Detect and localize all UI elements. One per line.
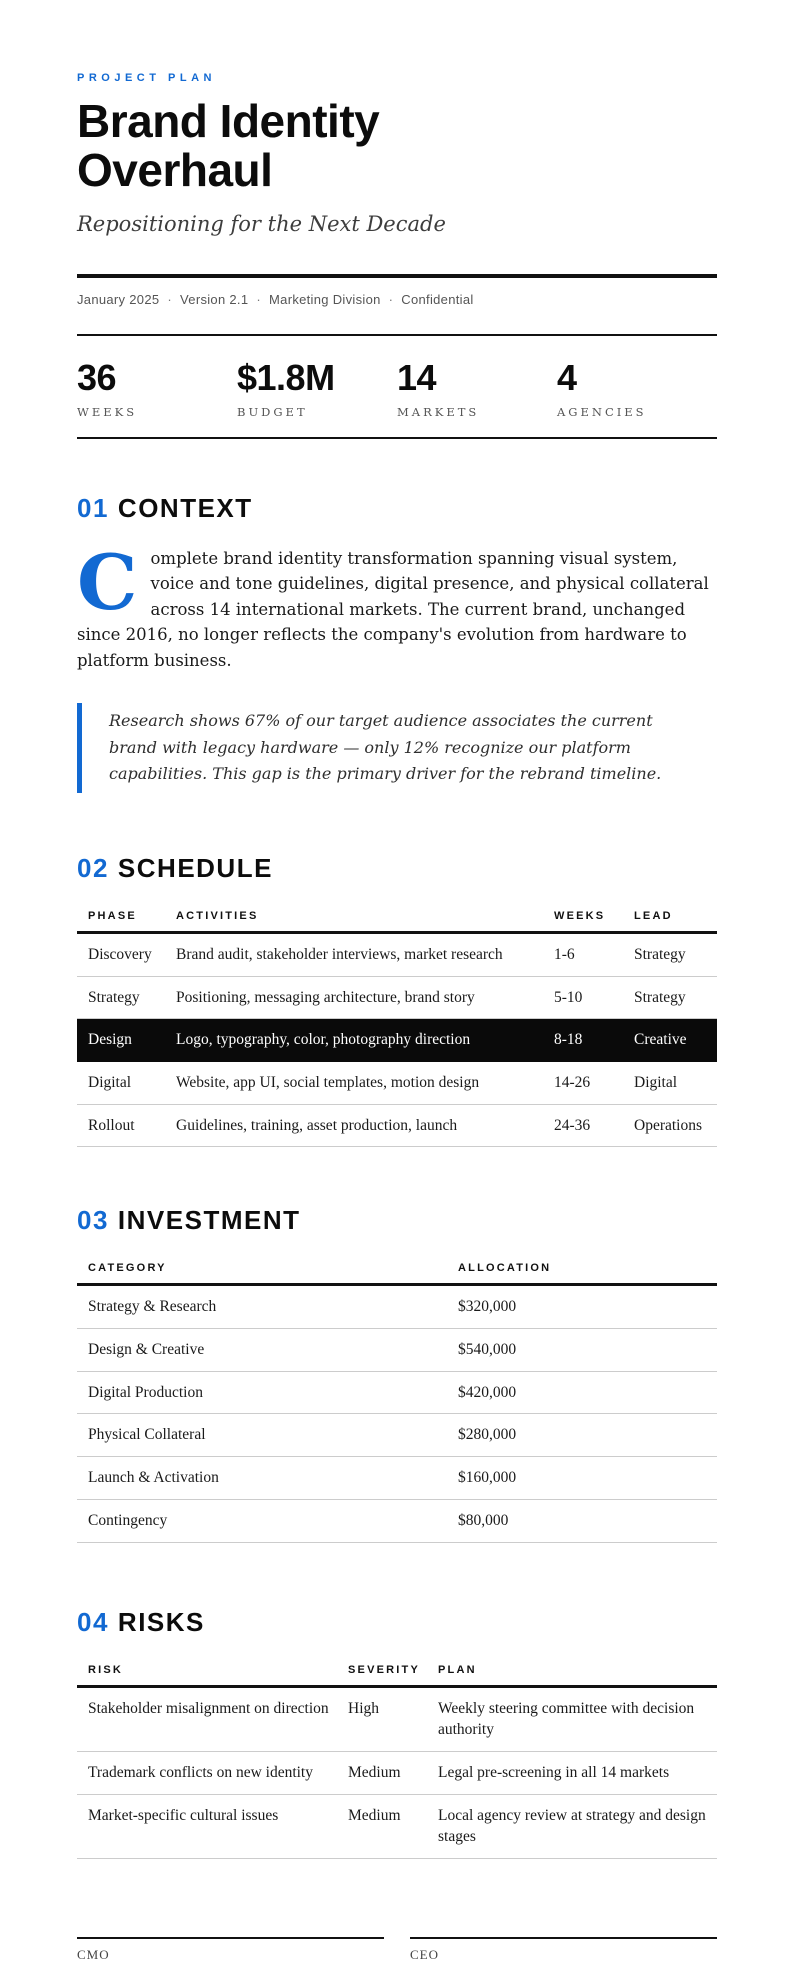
eyebrow-label: PROJECT PLAN <box>77 72 216 84</box>
page-title-line1: Brand Identity <box>77 95 380 147</box>
cell-severity: Medium <box>337 1794 427 1858</box>
table-row <box>77 976 717 1019</box>
cell-activities: Brand audit, stakeholder interviews, market research <box>165 932 543 976</box>
table-row <box>77 1329 717 1372</box>
stat-label: BUDGET <box>237 404 308 419</box>
cell-activities: Logo, typography, color, photography direction <box>165 1019 543 1062</box>
cell-allocation: $540,000 <box>447 1329 717 1372</box>
section-risks <box>77 1607 717 1859</box>
cell-plan: Weekly steering committee with decision authority <box>427 1686 717 1751</box>
cell-lead: Strategy <box>623 976 717 1019</box>
column-header-category: CATEGORY <box>77 1262 447 1285</box>
cell-lead: Creative <box>623 1019 717 1062</box>
page-subtitle: Repositioning for the Next Decade <box>77 211 446 236</box>
page-title <box>77 97 717 195</box>
section-heading <box>77 1607 717 1638</box>
column-header-activities: ACTIVITIES <box>165 910 543 933</box>
cell-category: Launch & Activation <box>77 1457 447 1500</box>
signature-block <box>77 1937 717 1963</box>
section-heading <box>77 493 717 524</box>
stat-label: AGENCIES <box>557 404 647 419</box>
cell-weeks: 14-26 <box>543 1062 623 1105</box>
cell-weeks: 5-10 <box>543 976 623 1019</box>
section-investment <box>77 1205 717 1542</box>
pull-quote: Research shows 67% of our target audience associates the current brand with legacy hardware — only 12% recognize our platform capabilities. This gap is the primary driver for the rebrand timeline. <box>77 703 717 793</box>
context-paragraph <box>77 537 717 674</box>
stat-markets <box>397 356 557 419</box>
table-row <box>77 932 717 976</box>
cell-category: Physical Collateral <box>77 1414 447 1457</box>
cell-allocation: $280,000 <box>447 1414 717 1457</box>
stats-rule-bottom <box>77 437 717 439</box>
meta-date: January 2025 <box>77 291 160 307</box>
cell-severity: High <box>337 1686 427 1751</box>
cell-risk: Market-specific cultural issues <box>77 1794 337 1858</box>
meta-separator: · <box>256 291 262 307</box>
cell-category: Contingency <box>77 1499 447 1542</box>
column-header-allocation: ALLOCATION <box>447 1262 717 1285</box>
column-header-phase: PHASE <box>77 910 165 933</box>
stat-budget <box>237 356 397 419</box>
page-title-line2: Overhaul <box>77 143 273 196</box>
cell-phase: Digital <box>77 1062 165 1105</box>
table-row <box>77 1371 717 1414</box>
cell-severity: Medium <box>337 1751 427 1794</box>
table-row <box>77 1499 717 1542</box>
cell-allocation: $420,000 <box>447 1371 717 1414</box>
document-meta <box>77 278 717 334</box>
document-header <box>77 72 717 439</box>
stat-agencies <box>557 356 717 419</box>
meta-confidential: Confidential <box>401 291 474 307</box>
stat-value: 14 <box>397 356 437 398</box>
cell-lead: Strategy <box>623 932 717 976</box>
schedule-header-row <box>77 910 717 933</box>
table-row <box>77 1104 717 1147</box>
cell-risk: Stakeholder misalignment on direction <box>77 1686 337 1751</box>
cell-phase: Rollout <box>77 1104 165 1147</box>
table-row <box>77 1686 717 1751</box>
meta-separator: · <box>388 291 394 307</box>
key-stats <box>77 336 717 437</box>
column-header-weeks: WEEKS <box>543 910 623 933</box>
signature-cmo: CMO <box>77 1937 384 1963</box>
meta-separator: · <box>167 291 173 307</box>
cell-phase: Strategy <box>77 976 165 1019</box>
table-row <box>77 1751 717 1794</box>
section-title: CONTEXT <box>117 492 253 523</box>
risks-header-row <box>77 1664 717 1687</box>
cell-activities: Positioning, messaging architecture, brand story <box>165 976 543 1019</box>
stat-value: 36 <box>77 356 117 398</box>
investment-header-row <box>77 1262 717 1285</box>
column-header-risk: RISK <box>77 1664 337 1687</box>
cell-category: Strategy & Research <box>77 1285 447 1329</box>
stat-label: WEEKS <box>77 404 138 419</box>
table-row <box>77 1794 717 1858</box>
section-title: RISKS <box>117 1606 205 1637</box>
cell-weeks: 1-6 <box>543 932 623 976</box>
cell-allocation: $80,000 <box>447 1499 717 1542</box>
cell-risk: Trademark conflicts on new identity <box>77 1751 337 1794</box>
schedule-table <box>77 910 717 1147</box>
cell-activities: Website, app UI, social templates, motion design <box>165 1062 543 1105</box>
section-number: 02 <box>77 852 109 883</box>
section-number: 01 <box>77 492 109 523</box>
section-number: 04 <box>77 1606 109 1637</box>
column-header-severity: SEVERITY <box>337 1664 427 1687</box>
cell-allocation: $320,000 <box>447 1285 717 1329</box>
cell-activities: Guidelines, training, asset production, launch <box>165 1104 543 1147</box>
section-title: INVESTMENT <box>117 1205 301 1236</box>
cell-weeks: 24-36 <box>543 1104 623 1147</box>
cell-phase: Discovery <box>77 932 165 976</box>
meta-division: Marketing Division <box>269 291 381 307</box>
cell-lead: Operations <box>623 1104 717 1147</box>
table-row <box>77 1457 717 1500</box>
meta-version: Version 2.1 <box>180 291 249 307</box>
cell-lead: Digital <box>623 1062 717 1105</box>
stat-value: $1.8M <box>237 356 335 398</box>
cell-category: Digital Production <box>77 1371 447 1414</box>
cell-plan: Local agency review at strategy and design stages <box>427 1794 717 1858</box>
section-number: 03 <box>77 1205 109 1236</box>
stat-weeks <box>77 356 237 419</box>
cell-phase: Design <box>77 1019 165 1062</box>
investment-table <box>77 1262 717 1542</box>
cell-plan: Legal pre-screening in all 14 markets <box>427 1751 717 1794</box>
section-context <box>77 493 717 793</box>
stat-label: MARKETS <box>397 404 480 419</box>
drop-cap: C <box>77 537 138 627</box>
table-row-highlighted <box>77 1019 717 1062</box>
context-body-text: omplete brand identity transformation spanning visual system, voice and tone guidelines, digital presence, and physical collateral across 14 international markets. The current brand, unchanged since 2016, no longer reflects the company's evolution from hardware to platform business. <box>77 548 709 670</box>
table-row <box>77 1062 717 1105</box>
stat-value: 4 <box>557 356 577 398</box>
section-title: SCHEDULE <box>117 852 273 883</box>
signature-ceo: CEO <box>410 1937 717 1963</box>
table-row <box>77 1285 717 1329</box>
risks-table <box>77 1664 717 1859</box>
cell-allocation: $160,000 <box>447 1457 717 1500</box>
column-header-lead: LEAD <box>623 910 717 933</box>
section-heading <box>77 853 717 884</box>
table-row <box>77 1414 717 1457</box>
section-schedule <box>77 853 717 1147</box>
section-heading <box>77 1205 717 1236</box>
cell-weeks: 8-18 <box>543 1019 623 1062</box>
column-header-plan: PLAN <box>427 1664 717 1687</box>
cell-category: Design & Creative <box>77 1329 447 1372</box>
